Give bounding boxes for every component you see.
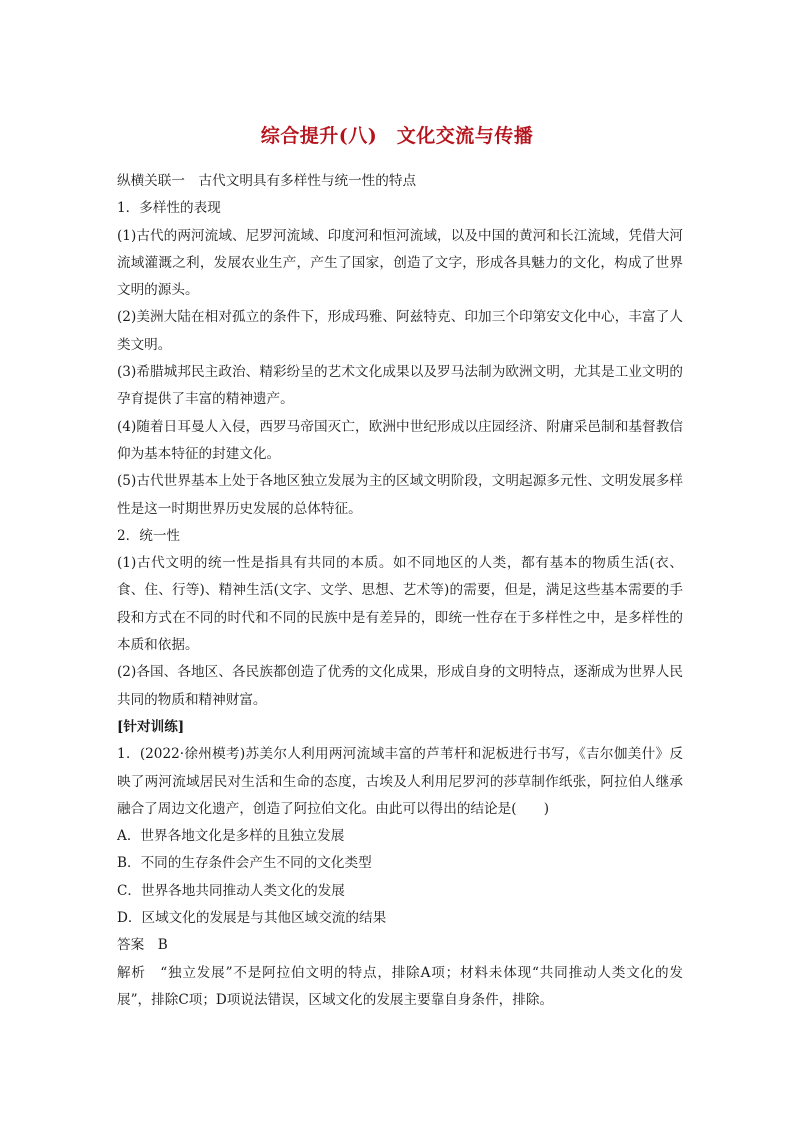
option-c: C．世界各地共同推动人类文化的发展 <box>117 882 345 899</box>
option-d: D．区域文化的发展是与其他区域交流的结果 <box>117 910 387 927</box>
section-heading: 纵横关联一 古代文明具有多样性与统一性的特点 <box>117 173 417 189</box>
paragraph: (2)各国、各地区、各民族都创造了优秀的文化成果，形成自身的文明特点，逐渐成为世界人民共同的物质和精神财富。 <box>117 664 683 708</box>
option-a: A．世界各地文化是多样的且独立发展 <box>117 828 345 845</box>
page-title: 综合提升(八) 文化交流与传播 <box>260 125 534 147</box>
paragraph: (3)希腊城邦民主政治、精彩纷呈的艺术文化成果以及罗马法制为欧洲文明，尤其是工业文明的孕育提供了丰富的精神遗产。 <box>117 364 683 408</box>
analysis-paragraph: 解析 “独立发展”不是阿拉伯文明的特点，排除A项；材料未体现“共同推动人类文化的发展”，排除C项；D项说法错误，区域文化的发展主要靠自身条件，排除。 <box>117 964 683 1008</box>
answer-line: 答案 B <box>117 937 168 954</box>
subsection-heading-diversity: 1．多样性的表现 <box>117 200 221 217</box>
paragraph: (1)古代的两河流域、尼罗河流域、印度河和恒河流域，以及中国的黄河和长江流域，凭借大河流域灌溉之利，发展农业生产，产生了国家，创造了文字，形成各具魅力的文化，构成了世界文明的源头。 <box>117 227 683 299</box>
paragraph: (1)古代文明的统一性是指具有共同的本质。如不同地区的人类，都有基本的物质生活(衣、食、住、行等)、精神生活(文字、文学、思想、艺术等)的需要，但是，满足这些基本需要的手段和方式在不同的时代和不同的民族中是有差异的，即统一性存在于多样性之中，是多样性的本质和依据。 <box>117 555 683 654</box>
practice-label: [针对训练] <box>117 718 185 735</box>
question-stem: 1．(2022·徐州模考)苏美尔人利用两河流域丰富的芦苇杆和泥板进行书写，《吉尔伽美什》反映了两河流域居民对生活和生命的态度，古埃及人利用尼罗河的莎草制作纸张，阿拉伯人继承融合了周边文化遗产，创造了阿拉伯文化。由此可以得出的结论是( ) <box>117 746 683 817</box>
document-body <box>117 168 683 1014</box>
paragraph: (2)美洲大陆在相对孤立的条件下，形成玛雅、阿兹特克、印加三个印第安文化中心，丰富了人类文明。 <box>117 309 683 353</box>
option-b: B．不同的生存条件会产生不同的文化类型 <box>117 855 372 872</box>
paragraph: (4)随着日耳曼人入侵，西罗马帝国灭亡，欧洲中世纪形成以庄园经济、附庸采邑制和基督教信仰为基本特征的封建文化。 <box>117 418 683 462</box>
subsection-heading-unity: 2．统一性 <box>117 527 181 544</box>
paragraph: (5)古代世界基本上处于各地区独立发展为主的区域文明阶段，文明起源多元性、文明发展多样性是这一时期世界历史发展的总体特征。 <box>117 473 683 517</box>
